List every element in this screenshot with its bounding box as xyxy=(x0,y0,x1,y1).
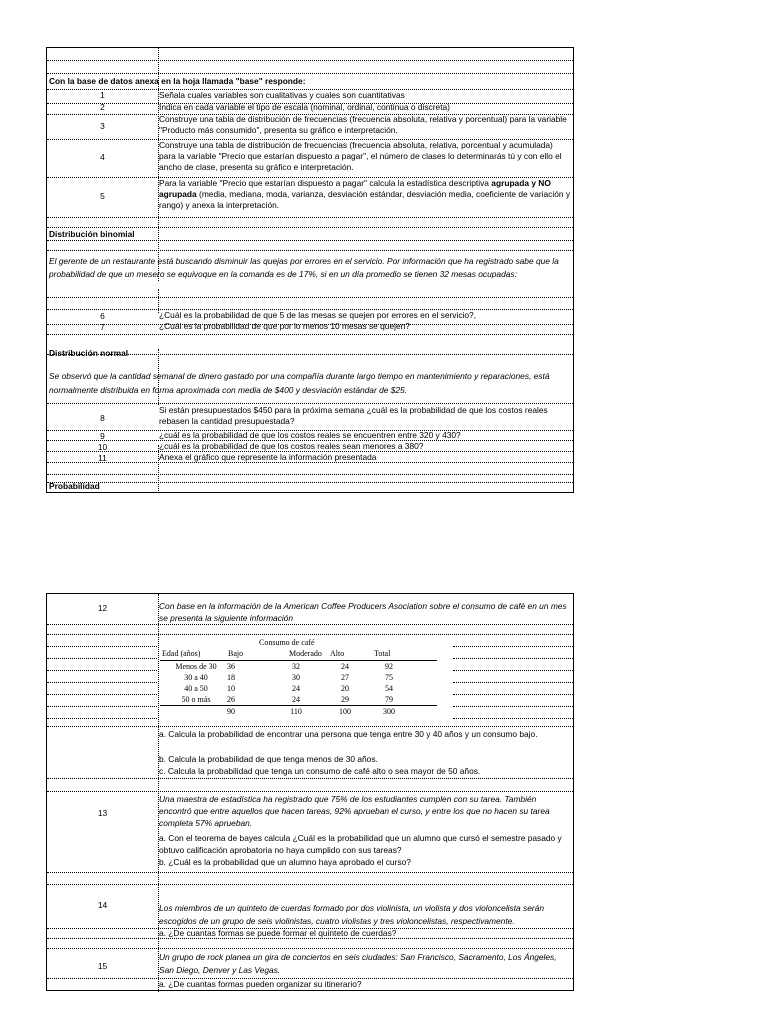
item-number: 6 xyxy=(100,311,105,321)
table-cell: 10 xyxy=(227,684,235,693)
table-cell: 24 xyxy=(341,662,349,671)
table-cell: 90 xyxy=(227,707,235,716)
table-cell: Menos de 30 xyxy=(175,662,217,671)
section-title-normal: Distribución normal xyxy=(49,348,129,358)
worksheet-block-1 xyxy=(46,47,574,493)
item-text: ¿cuál es la probabilidad de que los costos reales sean menores a 380? xyxy=(159,441,424,451)
item-text: ¿cuál es la probabilidad de que los costos reales se encuentren entre 320 y 430? xyxy=(159,430,461,440)
item-text: ¿Cuál es la probabilidad de que 5 de las mesas se quejen por errores en el servicio?, xyxy=(159,310,477,320)
section-title-binomial: Distribución binomial xyxy=(49,229,135,239)
binomial-problem-text: El gerente de un restaurante está buscando disminuir las quejas por errores en el servicio. Por información que ha registrado sabe que la probabilidad de que un mesero se equivoque en la comanda es de 17%, si en un día promedio se tienen 32 mesas ocupadas: xyxy=(49,256,559,279)
table-cell: 300 xyxy=(383,707,395,716)
table-cell: 20 xyxy=(341,684,349,693)
item-number: 4 xyxy=(100,152,105,162)
table-cell: 40 a 50 xyxy=(184,684,208,693)
normal-problem-text: Se observó que la cantidad semanal de dinero gastado por una compañía durante largo tiempo en mantenimiento y reparaciones, está normalmente distribuida en forma aproximada con media de $400 y desviación estándar de $25. xyxy=(49,371,550,395)
item-text: Con base en la información de la American Coffee Producers Asociation sobre el consumo de café en un mes se presenta la siguiente información xyxy=(159,601,567,623)
table-cell: 30 xyxy=(292,673,300,682)
item-number: 14 xyxy=(97,900,108,910)
item-number: 11 xyxy=(98,453,107,463)
item-number: 3 xyxy=(100,121,105,131)
item-number: 2 xyxy=(100,102,105,112)
item-number: 7 xyxy=(100,322,105,332)
item-text: Una maestra de estadística ha registrado que 75% de los estudiantes cumplen con su tarea. También encontró que entre aquellos que hacen tareas, 92% aprueban el curso, y entre los que no hacen su tarea completa 57% aprueban. xyxy=(159,794,550,828)
table-cell: 27 xyxy=(341,673,349,682)
item-text: Para la variable "Precio que estarían dispuesto a pagar" calcula la estadística descriptiva agrupada y NO agrupada (media, mediana, moda, varianza, desviación estándar, desviación media, coeficiente de variación y rango) y anexa la interpretación. xyxy=(159,178,571,210)
table-header: Edad (años) xyxy=(162,649,201,658)
item-text: Si están presupuestados $450 para la próxima semana ¿cuál es la probabilidad de que los costos reales rebasen la cantidad presupuestada? xyxy=(159,405,548,426)
item-text: Los miembros de un quinteto de cuerdas formado por dos violinista, un violista y dos violoncelista serán escogidos de un grupo de seis violinistas, cuatro violistas y tres violoncelistas, respectivamente. xyxy=(159,903,544,926)
table-cell: 18 xyxy=(227,673,235,682)
instructions-intro: Con la base de datos anexa en la hoja llamada "base" responde: xyxy=(49,76,306,86)
item-text: Señala cuales variables son cualitativas y cuales son cuantitativas xyxy=(159,90,405,100)
table-header: Alto xyxy=(330,649,345,658)
item-text: Construye una tabla de distribución de frecuencias (frecuencia absoluta, relativa, porcentual y acumulada) para la variable "Precio que estarían dispuesto a pagar", el número de clases lo determinarás tú y con ello el ancho de clase, presenta su gráfico e interpretación. xyxy=(159,140,562,172)
table-cell: 79 xyxy=(385,695,393,704)
item-text: Indica en cada variable el tipo de escala (nominal, ordinal, continua o discreta) xyxy=(159,102,450,112)
table-cell: 30 a 40 xyxy=(184,673,208,682)
item-number: 12 xyxy=(97,603,108,613)
table-cell: 50 o más xyxy=(181,695,211,704)
item-number: 8 xyxy=(100,413,105,423)
table-header: Bajo xyxy=(228,649,244,658)
worksheet-block-2 xyxy=(46,593,574,991)
table-header: Total xyxy=(374,649,391,658)
table-cell: 100 xyxy=(339,707,351,716)
table-cell: 24 xyxy=(292,684,300,693)
question-13-part-a: a. Con el teorema de bayes calcula ¿Cuál es la probabilidad que un alumno que cursó el semestre pasado y obtuvo calificación aprobatoria no haya cumplido con sus tareas? xyxy=(159,833,562,855)
item-number: 5 xyxy=(100,191,105,201)
question-12-part-c: c. Calcula la probabilidad que tenga un consumo de café alto o sea mayor de 50 años. xyxy=(159,766,481,776)
item-text: Un grupo de rock planea un gira de conciertos en seis ciudades: San Francisco, Sacramento, Los Ángeles, San Diego, Denver y Las Vegas. xyxy=(159,952,557,975)
question-12-part-a: a. Calcula la probabilidad de encontrar una persona que tenga entre 30 y 40 años y un consumo bajo. xyxy=(159,729,538,739)
table-cell: 29 xyxy=(341,695,349,704)
item-number: 13 xyxy=(97,808,108,818)
question-13-part-b: b. ¿Cuál es la probabilidad que un alumno haya aprobado el curso? xyxy=(159,857,411,867)
table-cell: 92 xyxy=(385,662,393,671)
table-cell: 110 xyxy=(290,707,302,716)
table-header: Moderado xyxy=(289,649,322,658)
table-cell: 75 xyxy=(385,673,393,682)
item-number: 1 xyxy=(100,90,105,100)
table-cell: 54 xyxy=(385,684,393,693)
question-14-part-a: a. ¿De cuantas formas se puede formar el quinteto de cuerdas? xyxy=(159,928,397,938)
item-text: Anexa el gráfico que represente la información presentada xyxy=(159,452,377,462)
table-cell: 32 xyxy=(292,662,300,671)
item-number: 15 xyxy=(97,961,108,971)
table-title: Consumo de café xyxy=(259,638,315,647)
section-title-probability: Probabilidad xyxy=(49,481,100,491)
item-number: 9 xyxy=(100,431,105,441)
item-number: 10 xyxy=(97,442,108,452)
question-12-part-b: b. Calcula la probabilidad de que tenga menos de 30 años. xyxy=(159,754,378,764)
table-cell: 36 xyxy=(227,662,235,671)
item-text: ¿Cuál es la probabilidad de que por lo menos 10 mesas se quejen? xyxy=(159,321,410,331)
table-cell: 24 xyxy=(292,695,300,704)
question-15-part-a: a. ¿De cuantas formas pueden organizar su itinerario? xyxy=(159,979,362,989)
coffee-consumption-table xyxy=(160,638,440,726)
table-cell: 26 xyxy=(227,695,235,704)
item-text: Construye una tabla de distribución de frecuencias (frecuencia absoluta, relativa y porcentual) para la variable "Producto más consumido", presenta su gráfico e interpretación. xyxy=(159,114,567,135)
